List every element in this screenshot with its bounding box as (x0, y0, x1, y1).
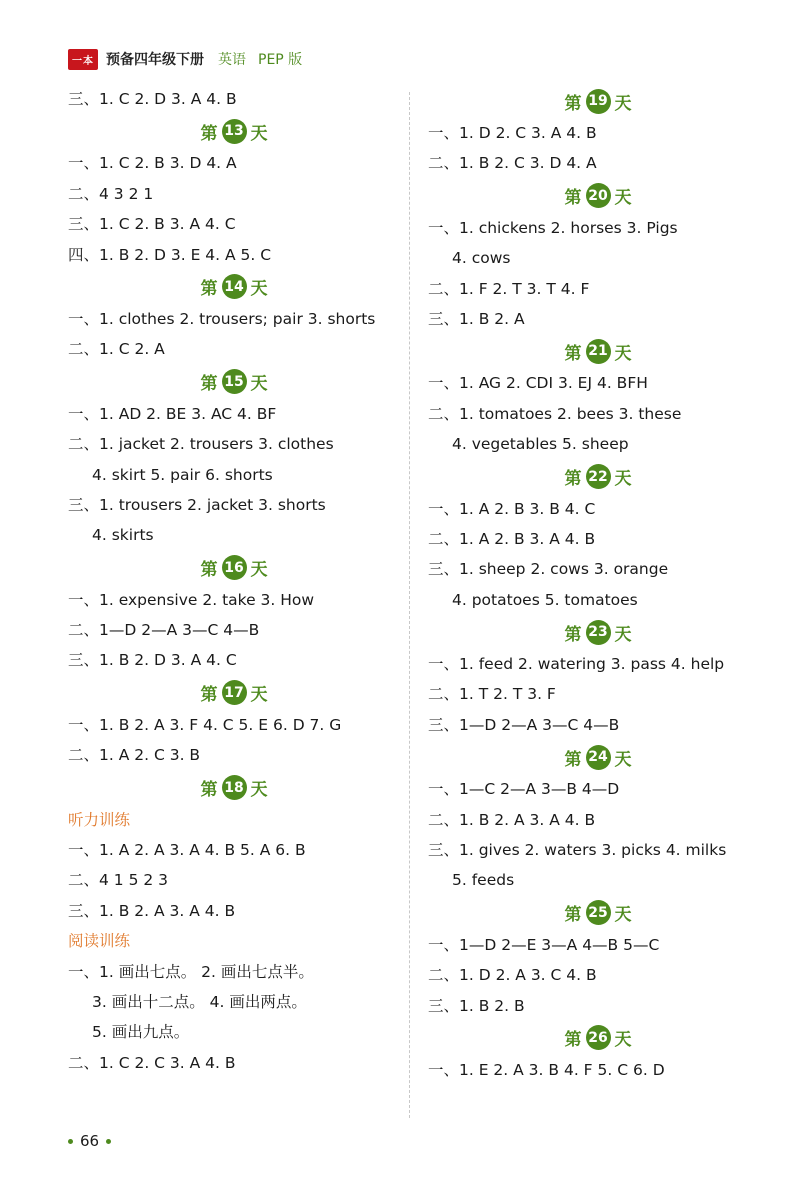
answer-line: 一、1. A 2. A 3. A 4. B 5. A 6. B (68, 841, 306, 860)
answer-line: 二、1. jacket 2. trousers 3. clothes (68, 435, 334, 454)
page-footer (68, 1132, 118, 1150)
answer-line: 二、1. B 2. C 3. D 4. A (428, 154, 597, 173)
answer-line-continued: 5. feeds (452, 871, 515, 890)
day-prefix: 第 (200, 374, 218, 395)
page-header (68, 48, 302, 70)
section-label: 听力训练 (68, 810, 131, 829)
day-suffix: 天 (250, 279, 268, 300)
day-number-badge: 14 (222, 274, 247, 299)
day-heading (428, 460, 768, 494)
day-prefix: 第 (564, 749, 582, 770)
day-heading (68, 551, 400, 585)
answer-line-continued: 5. 画出九点。 (92, 1023, 190, 1042)
column-divider (409, 92, 410, 1118)
answer-line: 三、1. C 2. D 3. A 4. B (68, 90, 237, 108)
answer-line: 二、1. tomatoes 2. bees 3. these (428, 404, 682, 423)
day-suffix: 天 (250, 560, 268, 581)
day-suffix: 天 (250, 374, 268, 395)
day-heading (428, 896, 768, 930)
answer-line: 三、1. B 2. D 3. A 4. C (68, 651, 237, 670)
day-suffix: 天 (250, 123, 268, 144)
day-prefix: 第 (564, 624, 582, 645)
day-number-badge: 17 (222, 680, 247, 705)
answer-line: 一、1. feed 2. watering 3. pass 4. help (428, 655, 725, 674)
day-number-badge: 22 (586, 464, 611, 489)
right-answer-column (428, 84, 768, 1085)
answer-line: 二、1. A 2. C 3. B (68, 746, 201, 765)
publisher-logo: 一本 (68, 49, 98, 70)
day-prefix: 第 (200, 780, 218, 801)
day-number-badge: 24 (586, 745, 611, 770)
day-heading (68, 365, 400, 399)
answer-line: 一、1. AG 2. CDI 3. EJ 4. BFH (428, 374, 648, 393)
day-number-badge: 23 (586, 620, 611, 645)
answer-line-continued: 3. 画出十二点。 4. 画出两点。 (92, 992, 307, 1011)
answer-line: 一、1. C 2. B 3. D 4. A (68, 154, 237, 173)
day-suffix: 天 (250, 685, 268, 706)
answer-line: 一、1—D 2—E 3—A 4—B 5—C (428, 935, 660, 954)
answer-line-continued: 4. vegetables 5. sheep (452, 435, 629, 454)
answer-line: 一、1. 画出七点。 2. 画出七点半。 (68, 962, 314, 981)
answer-line: 三、1—D 2—A 3—C 4—B (428, 715, 620, 734)
answer-line: 二、1. F 2. T 3. T 4. F (428, 279, 590, 298)
answer-line-continued: 4. cows (452, 249, 511, 268)
answer-line: 三、1. B 2. B (428, 996, 525, 1015)
day-prefix: 第 (564, 469, 582, 490)
answer-line: 一、1. AD 2. BE 3. AC 4. BF (68, 404, 277, 423)
answer-line: 三、1. trousers 2. jacket 3. shorts (68, 495, 326, 514)
answer-line: 一、1. chickens 2. horses 3. Pigs (428, 218, 678, 237)
answer-line-continued: 4. skirts (92, 526, 154, 545)
day-prefix: 第 (564, 1030, 582, 1051)
day-suffix: 天 (614, 905, 632, 926)
day-heading (428, 84, 768, 118)
day-suffix: 天 (614, 749, 632, 770)
answer-line-continued: 4. skirt 5. pair 6. shorts (92, 465, 273, 484)
day-prefix: 第 (200, 560, 218, 581)
answer-line: 一、1. B 2. A 3. F 4. C 5. E 6. D 7. G (68, 715, 342, 734)
answer-line: 四、1. B 2. D 3. E 4. A 5. C (68, 245, 272, 264)
day-suffix: 天 (614, 1030, 632, 1051)
answer-line: 二、4 3 2 1 (68, 184, 154, 203)
day-suffix: 天 (614, 188, 632, 209)
footer-dot-icon (68, 1139, 73, 1144)
day-heading (428, 334, 768, 368)
day-heading (68, 114, 400, 148)
day-number-badge: 13 (222, 119, 247, 144)
day-number-badge: 18 (222, 775, 247, 800)
day-number-badge: 26 (586, 1025, 611, 1050)
answer-line: 二、1. C 2. A (68, 340, 165, 359)
answer-line-continued: 4. potatoes 5. tomatoes (452, 590, 638, 609)
day-suffix: 天 (614, 343, 632, 364)
left-answer-column (68, 84, 400, 1078)
answer-line: 二、1. A 2. B 3. A 4. B (428, 529, 596, 548)
footer-dot-icon (106, 1139, 111, 1144)
day-heading (428, 740, 768, 774)
day-heading (68, 270, 400, 304)
edition-label: PEP 版 (258, 52, 303, 68)
day-heading (428, 615, 768, 649)
answer-line: 二、1. D 2. A 3. C 4. B (428, 966, 597, 985)
answer-line: 一、1. E 2. A 3. B 4. F 5. C 6. D (428, 1060, 665, 1079)
day-suffix: 天 (614, 469, 632, 490)
day-prefix: 第 (200, 685, 218, 706)
day-suffix: 天 (614, 624, 632, 645)
day-prefix: 第 (564, 905, 582, 926)
answer-line: 三、1. B 2. A 3. A 4. B (68, 901, 236, 920)
day-number-badge: 20 (586, 183, 611, 208)
answer-line: 一、1. clothes 2. trousers; pair 3. shorts (68, 309, 376, 328)
day-suffix: 天 (250, 780, 268, 801)
day-prefix: 第 (200, 279, 218, 300)
day-number-badge: 19 (586, 89, 611, 114)
day-number-badge: 21 (586, 339, 611, 364)
answer-line: 一、1—C 2—A 3—B 4—D (428, 780, 620, 799)
answer-line: 三、1. gives 2. waters 3. picks 4. milks (428, 841, 727, 860)
answer-line: 二、1. C 2. C 3. A 4. B (68, 1053, 236, 1072)
answer-line: 三、1. sheep 2. cows 3. orange (428, 560, 669, 579)
section-label: 阅读训练 (68, 932, 131, 951)
day-prefix: 第 (564, 93, 582, 114)
answer-line: 二、1. T 2. T 3. F (428, 685, 556, 704)
page-number: 66 (80, 1132, 100, 1150)
day-prefix: 第 (200, 123, 218, 144)
answer-line: 二、1. B 2. A 3. A 4. B (428, 810, 596, 829)
answer-line: 一、1. D 2. C 3. A 4. B (428, 124, 597, 142)
day-prefix: 第 (564, 343, 582, 364)
answer-line: 三、1. B 2. A (428, 309, 525, 328)
day-heading (68, 676, 400, 710)
answer-line: 二、1—D 2—A 3—C 4—B (68, 621, 260, 640)
book-title: 预备四年级下册 (106, 52, 204, 68)
answer-line: 一、1. A 2. B 3. B 4. C (428, 499, 596, 518)
day-prefix: 第 (564, 188, 582, 209)
day-suffix: 天 (614, 93, 632, 114)
day-number-badge: 15 (222, 369, 247, 394)
day-number-badge: 25 (586, 900, 611, 925)
day-heading (428, 1021, 768, 1055)
subject-label: 英语 (218, 52, 246, 68)
answer-line: 二、4 1 5 2 3 (68, 871, 169, 890)
day-heading (68, 771, 400, 805)
answer-line: 一、1. expensive 2. take 3. How (68, 590, 315, 609)
answer-line: 三、1. C 2. B 3. A 4. C (68, 215, 236, 234)
day-heading (428, 179, 768, 213)
day-number-badge: 16 (222, 555, 247, 580)
